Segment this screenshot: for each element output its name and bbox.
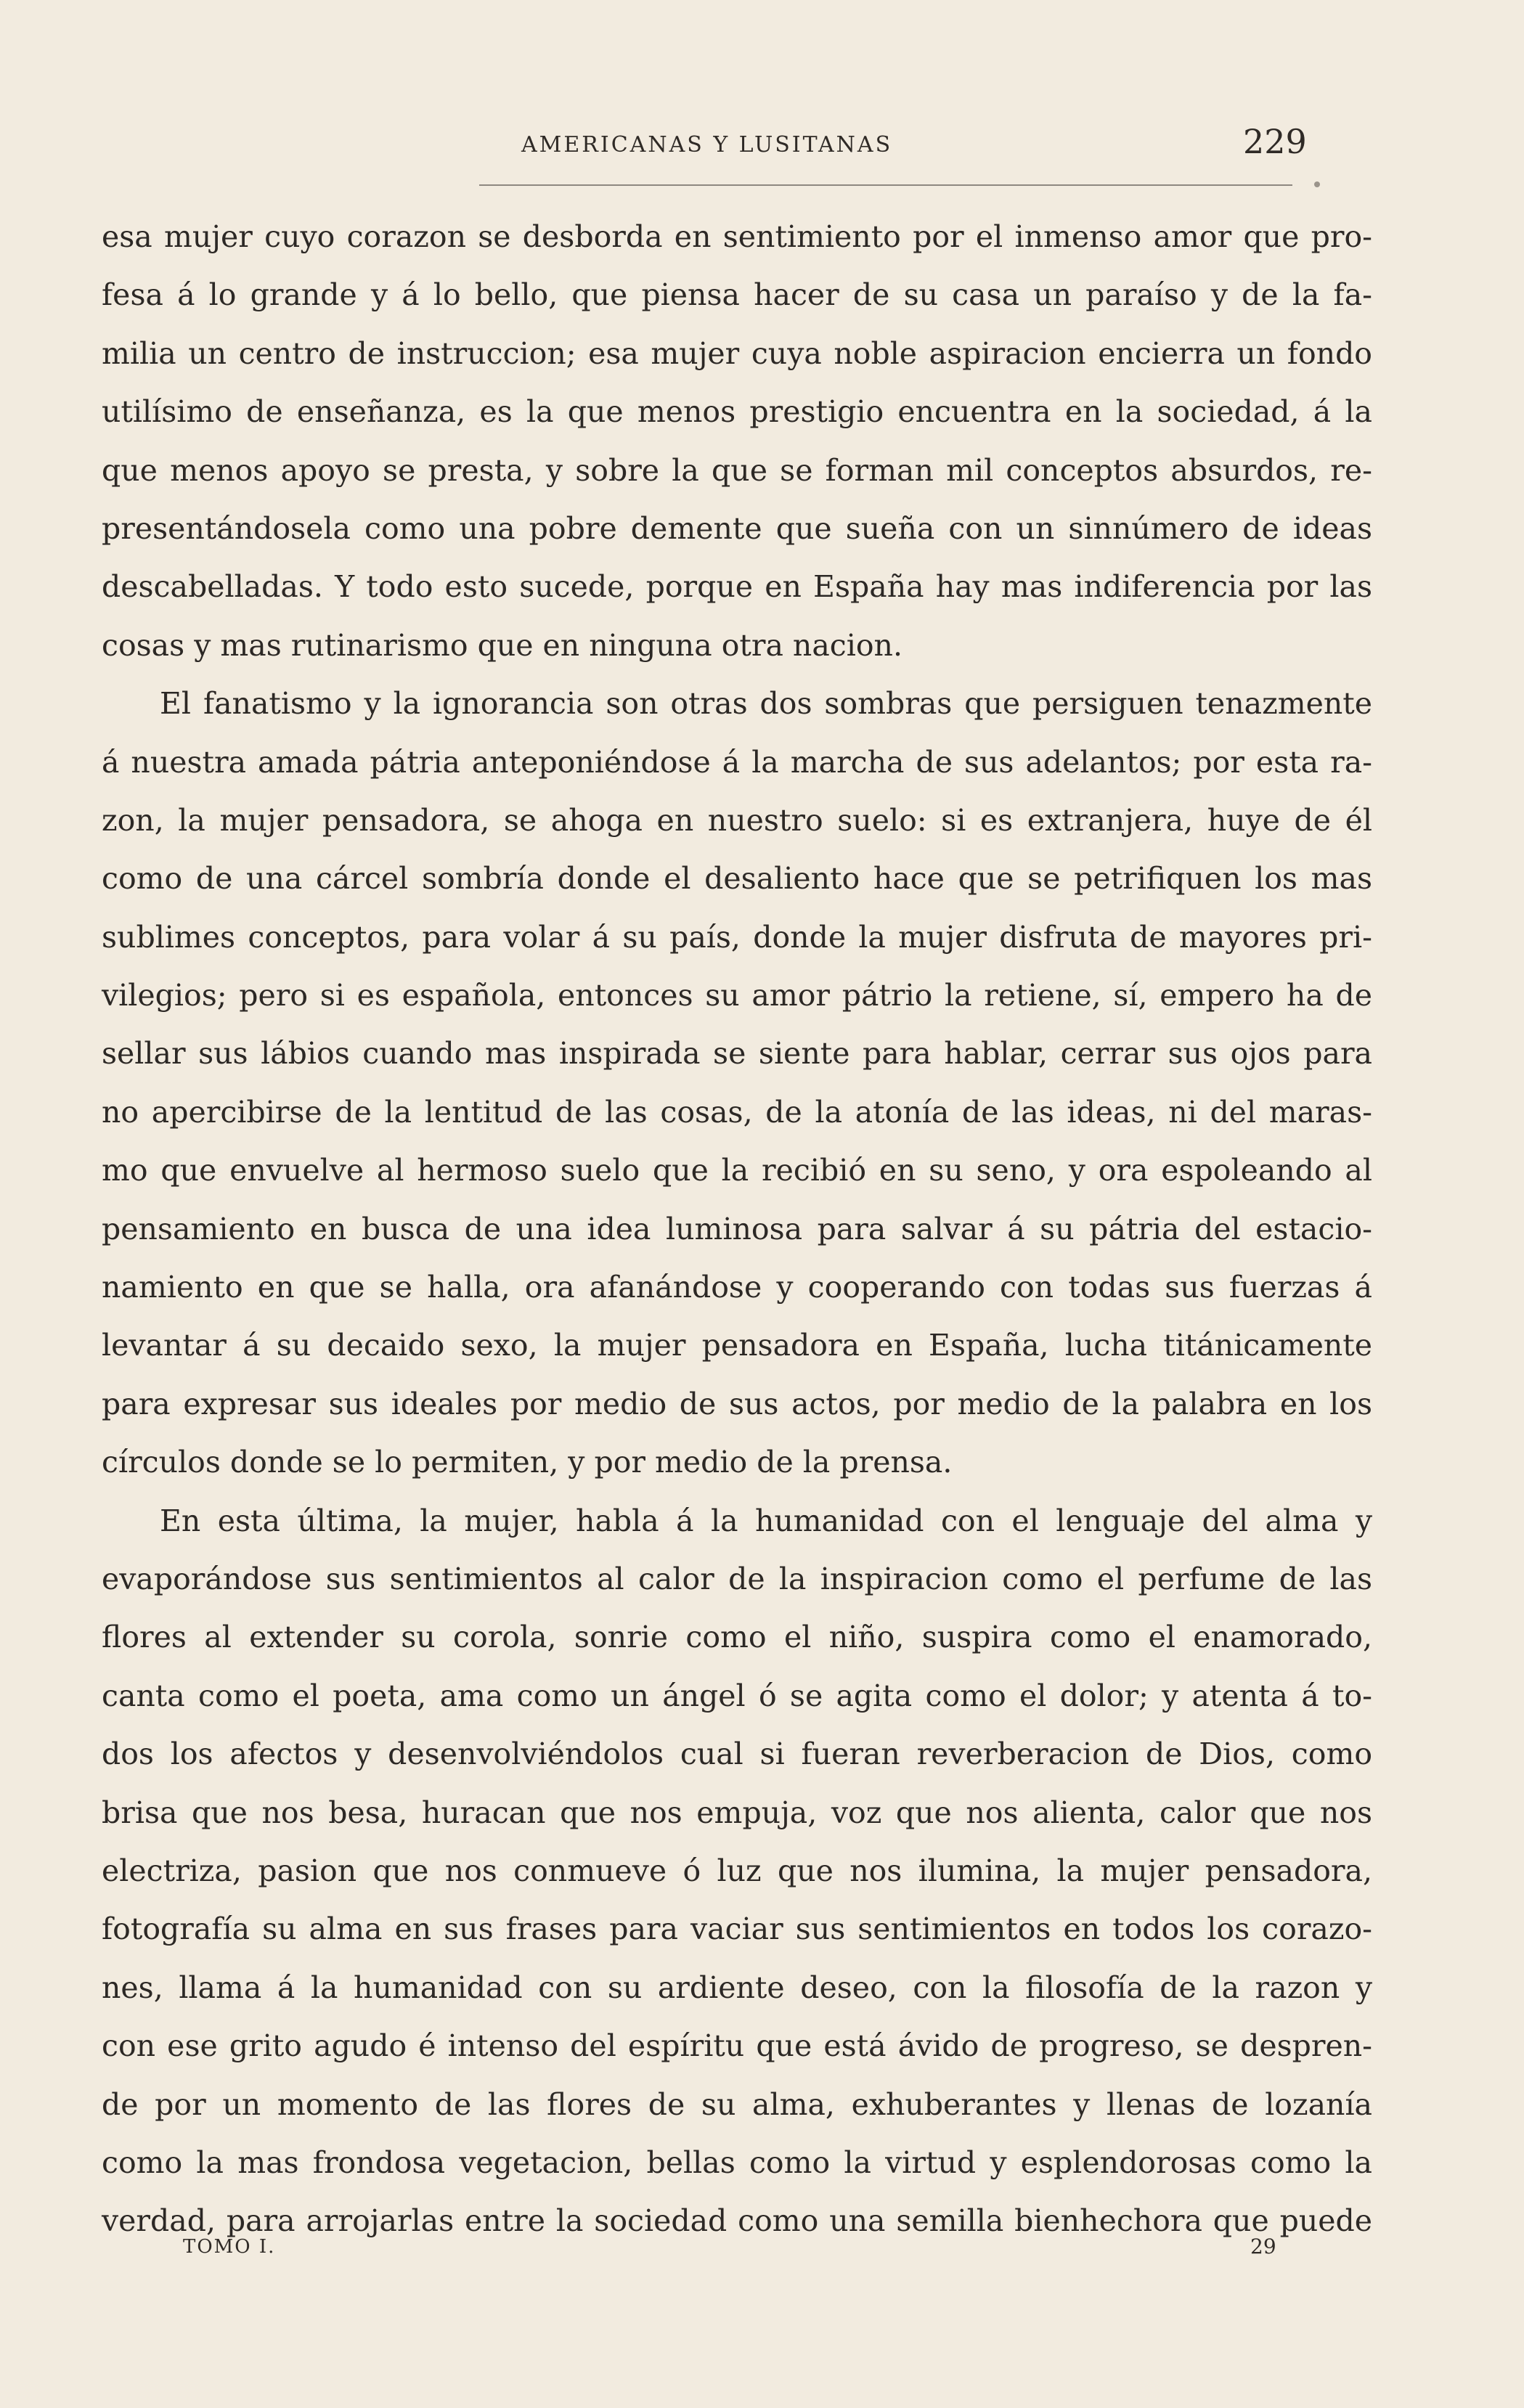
paragraph xyxy=(102,674,1372,1491)
text-line: fesa á lo grande y á lo bello, que piensa hacer de su casa un paraíso y de la fa- xyxy=(102,277,1372,313)
text-line: esa mujer cuyo corazon se desborda en sentimiento por el inmenso amor que pro- xyxy=(102,219,1372,254)
page-number: 229 xyxy=(1243,122,1307,161)
text-line: nes, llama á la humanidad con su ardiente deseo, con la filosofía de la razon y xyxy=(102,1970,1372,2005)
volume-label: TOMO I. xyxy=(183,2236,276,2258)
paragraph xyxy=(102,208,1372,674)
text-line: El fanatismo y la ignorancia son otras dos sombras que persiguen tenazmente xyxy=(160,686,1372,722)
text-line: que menos apoyo se presta, y sobre la que se forman mil conceptos absurdos, re- xyxy=(102,452,1372,488)
signature-mark: 29 xyxy=(1250,2234,1276,2258)
text-line: con ese grito agudo é intenso del espíritu que está ávido de progreso, se despren- xyxy=(102,2028,1372,2064)
text-line: utilísimo de enseñanza, es la que menos prestigio encuentra en la sociedad, á la xyxy=(102,394,1372,430)
text-line: para expresar sus ideales por medio de sus actos, por medio de la palabra en los xyxy=(102,1386,1372,1421)
text-line: como de una cárcel sombría donde el desaliento hace que se petrifiquen los mas xyxy=(102,861,1372,897)
text-line: mo que envuelve al hermoso suelo que la recibió en su seno, y ora espoleando al xyxy=(102,1153,1372,1188)
text-line: namiento en que se halla, ora afanándose y cooperando con todas sus fuerzas á xyxy=(102,1270,1372,1305)
text-line: evaporándose sus sentimientos al calor de la inspiracion como el perfume de las xyxy=(102,1561,1372,1596)
text-line: pensamiento en busca de una idea luminosa para salvar á su pátria del estacio- xyxy=(102,1211,1372,1246)
text-line: no apercibirse de la lentitud de las cosas, de la atonía de las ideas, ni del maras- xyxy=(102,1094,1372,1130)
running-title: AMERICANAS Y LUSITANAS xyxy=(521,132,893,158)
text-line: sublimes conceptos, para volar á su país, donde la mujer disfruta de mayores pri- xyxy=(102,919,1372,955)
text-line: como la mas frondosa vegetacion, bellas como la virtud y esplendorosas como la xyxy=(102,2144,1372,2180)
text-line: dos los afectos y desenvolviéndolos cual si fueran reverberacion de Dios, como xyxy=(102,1736,1372,1772)
paragraph xyxy=(102,1492,1372,2250)
text-line: sellar sus lábios cuando mas inspirada se siente para hablar, cerrar sus ojos para xyxy=(102,1036,1372,1072)
text-line: canta como el poeta, ama como un ángel ó se agita como el dolor; y atenta á to- xyxy=(102,1678,1372,1713)
text-line: brisa que nos besa, huracan que nos empuja, voz que nos alienta, calor que nos xyxy=(102,1795,1372,1830)
text-line: vilegios; pero si es española, entonces su amor pátrio la retiene, sí, empero ha de xyxy=(102,978,1372,1013)
text-line: En esta última, la mujer, habla á la humanidad con el lenguaje del alma y xyxy=(160,1503,1372,1538)
header-rule xyxy=(479,184,1292,186)
text-line: verdad, para arrojarlas entre la sociedad como una semilla bienhechora que puede xyxy=(102,2203,1372,2239)
body-text xyxy=(102,208,1372,2250)
text-line: milia un centro de instruccion; esa mujer cuya noble aspiracion encierra un fondo xyxy=(102,335,1372,371)
text-line: cosas y mas rutinarismo que en ninguna otra nacion. xyxy=(102,627,902,663)
text-line: fotografía su alma en sus frases para vaciar sus sentimientos en todos los corazo- xyxy=(102,1911,1372,1947)
text-line: de por un momento de las flores de su alma, exhuberantes y llenas de lozanía xyxy=(102,2086,1372,2122)
text-line: círculos donde se lo permiten, y por medio de la prensa. xyxy=(102,1445,953,1480)
header-rule-dot xyxy=(1314,181,1320,187)
text-line: descabelladas. Y todo esto sucede, porque en España hay mas indiferencia por las xyxy=(102,569,1372,605)
text-line: á nuestra amada pátria anteponiéndose á la marcha de sus adelantos; por esta ra- xyxy=(102,744,1372,780)
text-line: flores al extender su corola, sonrie como el niño, suspira como el enamorado, xyxy=(102,1620,1372,1655)
text-line: zon, la mujer pensadora, se ahoga en nuestro suelo: si es extranjera, huye de él xyxy=(102,802,1372,838)
text-line: levantar á su decaido sexo, la mujer pensadora en España, lucha titánicamente xyxy=(102,1328,1372,1363)
text-line: electriza, pasion que nos conmueve ó luz que nos ilumina, la mujer pensadora, xyxy=(102,1853,1372,1888)
text-line: presentándosela como una pobre demente que sueña con un sinnúmero de ideas xyxy=(102,510,1372,546)
